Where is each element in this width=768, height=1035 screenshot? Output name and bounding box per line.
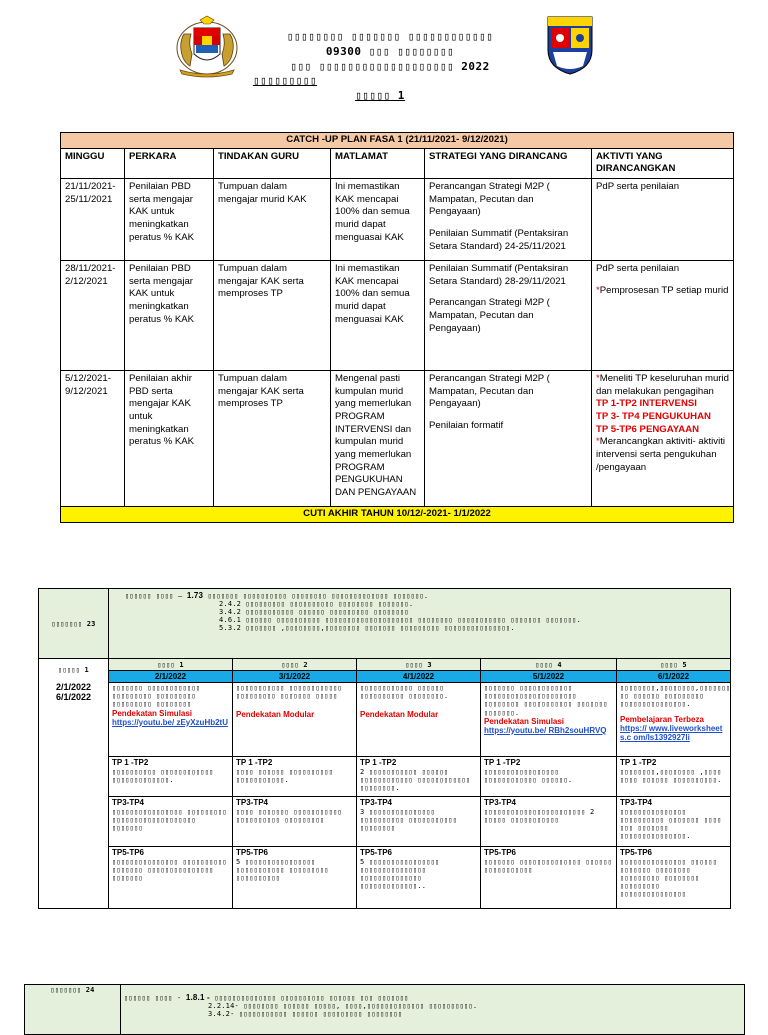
aktiviti-text: PdP serta penilaian bbox=[596, 180, 680, 192]
tp-pengukuhan: TP 3- TP4 PENGUKUHAN bbox=[596, 410, 711, 422]
lesson-intro-cell: ▯▯▯▯▯▯▯▯▯▯▯▯ ▯▯▯▯▯▯ ▯▯▯▯▯▯▯▯▯▯ ▯▯▯▯▯▯▯▯. Pendekatan Modular bbox=[357, 683, 481, 757]
plan-title: ▯▯▯ ▯▯▯▯▯▯▯▯▯▯▯▯▯▯▯▯▯▯▯ 2022 bbox=[290, 60, 490, 73]
tp-pengayaan: TP 5-TP6 PENGAYAAN bbox=[596, 423, 700, 435]
tp34-cell: TP3-TP4 ▯▯▯▯▯▯▯▯▯▯▯▯▯▯▯ ▯▯▯▯▯▯▯▯▯▯ ▯▯▯▯▯▯▯ ▯▯▯▯ ▯▯▯ ▯▯▯▯▯▯▯ ▯▯▯▯▯▯▯▯▯▯▯▯▯▯▯. bbox=[617, 797, 731, 847]
table-row bbox=[61, 178, 734, 260]
tp56-cell: TP5-TP6 5 ▯▯▯▯▯▯▯▯▯▯▯▯▯▯▯▯ ▯▯▯▯▯▯▯▯▯▯▯ ▯▯▯▯▯▯▯▯▯ ▯▯▯▯▯▯▯▯▯▯ bbox=[233, 847, 357, 909]
standard-list: ▯▯▯▯▯▯ ▯▯▯▯ - 1.8.1 - ▯▯▯▯▯▯▯▯▯▯▯▯▯▯ ▯▯▯▯▯▯▯▯▯▯ ▯▯▯▯▯▯ ▯▯▯ ▯▯▯▯▯▯▯ 2.2.14- ▯▯▯▯▯▯▯▯ ▯▯▯▯▯▯ ▯▯▯▯▯, ▯▯▯▯,▯▯▯▯▯▯▯▯▯▯▯▯▯ ▯▯▯▯▯▯▯▯▯▯. 3.4.2- ▯▯▯▯▯▯▯▯▯▯▯ ▯▯▯▯▯▯ ▯▯▯▯▯▯▯▯▯ ▯▯▯▯▯▯▯▯ bbox=[121, 985, 745, 1035]
tp-intervensi: TP 1-TP2 INTERVENSI bbox=[596, 398, 697, 410]
day-name: ▯▯▯▯ 4 bbox=[535, 661, 562, 669]
standard-item: 4.6.1 ▯▯▯▯▯▯ ▯▯▯▯▯▯▯▯▯▯ ▯▯▯▯▯▯▯▯▯▯▯▯▯▯▯▯▯▯▯▯ ▯▯▯▯▯▯▯▯ ▯▯▯▯▯▯▯▯▯▯▯ ▯▯▯▯▯▯▯ ▯▯▯▯▯▯▯. bbox=[219, 616, 581, 625]
standard-item: 3.4.2 ▯▯▯▯▯▯▯▯▯▯▯ ▯▯▯▯▯▯ ▯▯▯▯▯▯▯▯▯ ▯▯▯▯▯▯▯▯ bbox=[219, 608, 409, 617]
day-name: ▯▯▯▯ 3 bbox=[405, 661, 432, 669]
col-header-minggu: MINGGU bbox=[61, 148, 125, 178]
strategy-label: Pembelajaran Terbeza bbox=[620, 714, 704, 724]
school-name: ▯▯▯▯▯▯▯▯ ▯▯▯▯▯▯▯ ▯▯▯▯▯▯▯▯▯▯▯▯ bbox=[286, 30, 494, 43]
lesson-intro-cell: ▯▯▯▯▯▯▯▯,▯▯▯▯▯▯▯▯,▯▯▯▯▯▯▯ ▯▯ ▯▯▯▯▯▯ ▯▯▯▯▯▯▯▯▯ ▯▯▯▯▯▯▯▯▯▯▯▯▯▯▯. Pembelajaran Terbeza https:// www.liveworksheets.c om/ls1392927li bbox=[617, 683, 731, 757]
strategy-label: Pendekatan Simulasi bbox=[484, 716, 565, 726]
day-name: ▯▯▯▯ 1 bbox=[157, 661, 184, 669]
tp34-cell: TP3-TP4 ▯▯▯▯ ▯▯▯▯▯▯▯ ▯▯▯▯▯▯▯▯▯▯▯ ▯▯▯▯▯▯▯▯▯▯ ▯▯▯▯▯▯▯▯▯ bbox=[233, 797, 357, 847]
catchup-title: CATCH -UP PLAN FASA 1 (21/11/2021- 9/12/2021) bbox=[61, 133, 734, 149]
catchup-plan-table bbox=[60, 132, 734, 523]
tp34-cell: TP3-TP4 3 ▯▯▯▯▯▯▯▯▯▯▯▯▯▯▯ ▯▯▯▯▯▯▯▯▯▯ ▯▯▯▯▯▯▯▯▯▯▯ ▯▯▯▯▯▯▯▯ bbox=[357, 797, 481, 847]
lesson-intro-cell: ▯▯▯▯▯▯▯▯▯▯▯ ▯▯▯▯▯▯▯▯▯▯▯▯ ▯▯▯▯▯▯▯▯▯ ▯▯▯▯▯▯▯ ▯▯▯▯▯ Pendekatan Modular bbox=[233, 683, 357, 757]
standard-item: 5.3.2 ▯▯▯▯▯▯▯ ,▯▯▯▯▯▯▯▯,▯▯▯▯▯▯▯▯ ▯▯▯▯▯▯▯ ▯▯▯▯▯▯▯▯▯ ▯▯▯▯▯▯▯▯▯▯▯▯▯▯▯. bbox=[219, 624, 515, 633]
week-label: ▯▯▯▯▯▯▯ 24 bbox=[25, 985, 121, 1035]
day-date: 5/1/2022 bbox=[481, 671, 617, 683]
tp56-cell: TP5-TP6 ▯▯▯▯▯▯▯▯▯▯▯▯▯▯▯ ▯▯▯▯▯▯▯▯▯▯ ▯▯▯▯▯▯▯ ▯▯▯▯▯▯▯▯▯▯▯▯▯▯▯ ▯▯▯▯▯▯▯ bbox=[109, 847, 233, 909]
cell-minggu: 28/11/2021- 2/12/2021 bbox=[61, 260, 125, 370]
star-marker: * bbox=[596, 436, 600, 448]
resource-link[interactable]: https:// www.liveworksheets.c om/ls1392927li bbox=[620, 723, 723, 742]
tp56-cell: TP5-TP6 ▯▯▯▯▯▯▯ ▯▯▯▯▯▯▯▯▯▯▯▯▯▯ ▯▯▯▯▯▯ ▯▯▯▯▯▯▯▯▯▯▯ bbox=[481, 847, 617, 909]
cell-tindakan: Tumpuan dalam mengajar KAK serta memproses TP bbox=[214, 370, 331, 506]
week24-table bbox=[24, 984, 745, 1035]
strategi-text: Penilaian Summatif (Pentaksiran Setara Standard) 24-25/11/2021 bbox=[429, 227, 569, 252]
side-day: ▯▯▯▯▯ 1 bbox=[58, 666, 89, 674]
strategy-label: Pendekatan Modular bbox=[360, 710, 439, 720]
cell-perkara: Penilaian PBD serta mengajar KAK untuk meningkatkan peratus % KAK bbox=[125, 260, 214, 370]
tp12-cell: TP 1 -TP2 ▯▯▯▯▯▯▯▯,▯▯▯▯▯▯▯▯ ,▯▯▯▯ ▯▯▯▯ ▯▯▯▯▯▯ ▯▯▯▯▯▯▯▯▯▯. bbox=[617, 757, 731, 797]
day-name: ▯▯▯▯ 5 bbox=[660, 661, 687, 669]
strategy-label: Pendekatan Simulasi bbox=[112, 708, 193, 718]
catchup-footer: CUTI AKHIR TAHUN 10/12/-2021- 1/1/2022 bbox=[61, 506, 734, 522]
table-row bbox=[61, 260, 734, 370]
strategi-text: Perancangan Strategi M2P ( Mampatan, Pecutan dan Pengayaan) bbox=[429, 372, 550, 410]
tp12-cell: TP 1 -TP2 ▯▯▯▯▯▯▯▯▯▯▯▯▯▯▯▯▯ ▯▯▯▯▯▯▯▯▯▯▯▯ ▯▯▯▯▯▯. bbox=[481, 757, 617, 797]
cell-strategi bbox=[425, 260, 592, 370]
day-date: 6/1/2022 bbox=[617, 671, 731, 683]
strategi-text: Penilaian formatif bbox=[429, 419, 504, 431]
cell-aktiviti bbox=[592, 178, 734, 260]
subject-title: ▯▯▯▯▯▯▯▯▯ bbox=[252, 74, 318, 87]
tp56-cell: TP5-TP6 ▯▯▯▯▯▯▯▯▯▯▯▯▯▯▯ ▯▯▯▯▯▯ ▯▯▯▯▯▯▯ ▯▯▯▯▯▯▯▯ ▯▯▯▯▯▯▯▯▯ ▯▯▯▯▯▯▯▯ ▯▯▯▯▯▯▯▯▯ ▯▯▯▯▯▯▯▯▯▯▯▯▯▯▯ bbox=[617, 847, 731, 909]
tp12-cell: TP 1 -TP2 2 ▯▯▯▯▯▯▯▯▯▯▯ ▯▯▯▯▯▯ ▯▯▯▯▯▯▯▯▯▯▯▯ ▯▯▯▯▯▯▯▯▯▯▯▯ ▯▯▯▯▯▯▯▯. bbox=[357, 757, 481, 797]
cell-aktiviti bbox=[592, 260, 734, 370]
resource-link[interactable]: https://youtu.be/ RBh2souHRVQ bbox=[484, 725, 607, 735]
cell-strategi bbox=[425, 370, 592, 506]
col-header-matlamat: MATLAMAT bbox=[331, 148, 425, 178]
tp34-cell: TP3-TP4 ▯▯▯▯▯▯▯▯▯▯▯▯▯▯▯▯ ▯▯▯▯▯▯▯▯▯ ▯▯▯▯▯▯▯▯▯▯▯▯▯▯▯▯▯▯▯ ▯▯▯▯▯▯▯ bbox=[109, 797, 233, 847]
day-name: ▯▯▯▯ 2 bbox=[281, 661, 308, 669]
tp12-cell: TP 1 -TP2 ▯▯▯▯▯▯▯▯▯▯ ▯▯▯▯▯▯▯▯▯▯▯▯ ▯▯▯▯▯▯▯▯▯▯▯▯▯. bbox=[109, 757, 233, 797]
aktiviti-text: Pemprosesan TP setiap murid bbox=[599, 284, 729, 296]
cell-tindakan: Tumpuan dalam mengajar KAK serta memproses TP bbox=[214, 260, 331, 370]
col-header-tindakan: TINDAKAN GURU bbox=[214, 148, 331, 178]
standard-item: 2.2.14- ▯▯▯▯▯▯▯▯ ▯▯▯▯▯▯ ▯▯▯▯▯, ▯▯▯▯,▯▯▯▯▯▯▯▯▯▯▯▯▯ ▯▯▯▯▯▯▯▯▯▯. bbox=[208, 1002, 478, 1011]
cell-matlamat: Ini memastikan KAK mencapai 100% dan semua murid dapat menguasai KAK bbox=[331, 260, 425, 370]
standard-item: 2.4.2 ▯▯▯▯▯▯▯▯▯ ▯▯▯▯▯▯▯▯▯▯ ▯▯▯▯▯▯▯▯ ▯▯▯▯▯▯▯. bbox=[219, 600, 414, 609]
strategi-text: Perancangan Strategi M2P ( Mampatan, Pecutan dan Pengayaan) bbox=[429, 180, 550, 218]
resource-link[interactable]: https://youtu.be/ zEyXzuHb2tU bbox=[112, 717, 228, 727]
side-dates: 2/1/2022 6/1/2022 bbox=[55, 682, 92, 703]
star-marker: * bbox=[596, 284, 600, 296]
strategy-label: Pendekatan Modular bbox=[236, 710, 315, 720]
col-header-perkara: PERKARA bbox=[125, 148, 214, 178]
cell-matlamat: Mengenal pasti kumpulan murid yang memerlukan PROGRAM INTERVENSI dan kumpulan murid yang memerlukan PROGRAM PENGUKUHAN DAN PENGAYAAN bbox=[331, 370, 425, 506]
aktiviti-text: Merancangkan aktiviti- aktiviti intervensi serta pengukuhan /pengayaan bbox=[596, 436, 726, 473]
week-side bbox=[39, 659, 109, 909]
col-header-strategi: STRATEGI YANG DIRANCANG bbox=[425, 148, 592, 178]
strategi-text: Penilaian Summatif (Pentaksiran Setara Standard) 28-29/11/2021 bbox=[429, 262, 569, 287]
table-row bbox=[61, 370, 734, 506]
cell-perkara: Penilaian PBD serta mengajar KAK untuk meningkatkan peratus % KAK bbox=[125, 178, 214, 260]
aktiviti-text: PdP serta penilaian bbox=[596, 262, 680, 274]
cell-minggu: 21/11/2021- 25/11/2021 bbox=[61, 178, 125, 260]
tp34-cell: TP3-TP4 ▯▯▯▯▯▯▯▯▯▯▯▯▯▯▯▯▯▯▯▯▯▯▯ 2 ▯▯▯▯▯ ▯▯▯▯▯▯▯▯▯▯▯ bbox=[481, 797, 617, 847]
cell-aktiviti bbox=[592, 370, 734, 506]
col-header-aktiviti: AKTIVTI YANG DIRANCANGKAN bbox=[592, 148, 734, 178]
cell-minggu: 5/12/2021- 9/12/2021 bbox=[61, 370, 125, 506]
school-crest-logo bbox=[545, 14, 595, 76]
strategi-text: Perancangan Strategi M2P ( Mampatan, Pecutan dan Pengayaan) bbox=[429, 297, 550, 334]
cell-matlamat: Ini memastikan KAK mencapai 100% dan semua murid dapat menguasai KAK bbox=[331, 178, 425, 260]
cell-tindakan: Tumpuan dalam mengajar murid KAK bbox=[214, 178, 331, 260]
standard-item: 3.4.2- ▯▯▯▯▯▯▯▯▯▯▯ ▯▯▯▯▯▯ ▯▯▯▯▯▯▯▯▯ ▯▯▯▯▯▯▯▯ bbox=[208, 1010, 403, 1019]
standard-list: ▯▯▯▯▯▯ ▯▯▯▯ – 1.73 ▯▯▯▯▯▯▯ ▯▯▯▯▯▯▯▯▯▯ ▯▯▯▯▯▯▯▯ ▯▯▯▯▯▯▯▯▯▯▯▯▯ ▯▯▯▯▯▯▯. 2.4.2 ▯▯▯▯▯▯▯▯▯ ▯▯▯▯▯▯▯▯▯▯ ▯▯▯▯▯▯▯▯ ▯▯▯▯▯▯▯. 3.4.2 ▯▯▯▯▯▯▯▯▯▯▯ ▯▯▯▯▯▯ ▯▯▯▯▯▯▯▯▯ ▯▯▯▯▯▯▯▯ 4.6.1 ▯▯▯▯▯▯ ▯▯▯▯▯▯▯▯▯▯ ▯▯▯▯▯▯▯▯▯▯▯▯▯▯▯▯▯▯▯▯ ▯▯▯▯▯▯▯▯ ▯▯▯▯▯▯▯▯▯▯▯ ▯▯▯▯▯▯▯ ▯▯▯▯▯▯▯. 5.3.2 ▯▯▯▯▯▯▯ ,▯▯▯▯▯▯▯▯,▯▯▯▯▯▯▯▯ ▯▯▯▯▯▯▯ ▯▯▯▯▯▯▯▯▯ ▯▯▯▯▯▯▯▯▯▯▯▯▯▯▯. bbox=[109, 589, 731, 659]
day-date: 4/1/2022 bbox=[357, 671, 481, 683]
day-date: 3/1/2022 bbox=[233, 671, 357, 683]
coat-of-arms-logo bbox=[174, 14, 240, 78]
lesson-intro-cell: ▯▯▯▯▯▯▯ ▯▯▯▯▯▯▯▯▯▯▯▯ ▯▯▯▯▯▯▯▯▯▯▯▯▯▯▯▯▯▯▯▯▯ ▯▯▯▯▯▯▯▯ ▯▯▯▯▯▯▯▯▯▯▯ ▯▯▯▯▯▯▯ ▯▯▯▯▯▯▯. Pendekatan Simulasi https://youtu.be/ RBh2souHRVQ bbox=[481, 683, 617, 757]
day-date: 2/1/2022 bbox=[109, 671, 233, 683]
week23-table bbox=[38, 588, 731, 909]
school-address: 09300 ▯▯▯ ▯▯▯▯▯▯▯▯ bbox=[325, 45, 455, 58]
tp56-cell: TP5-TP6 5 ▯▯▯▯▯▯▯▯▯▯▯▯▯▯▯▯ ▯▯▯▯▯▯▯▯▯▯▯▯▯▯▯ ▯▯▯▯▯▯▯▯▯▯▯▯▯▯ ▯▯▯▯▯▯▯▯▯▯▯▯▯.. bbox=[357, 847, 481, 909]
week-label: ▯▯▯▯▯▯▯ 23 bbox=[39, 589, 109, 659]
star-marker: * bbox=[596, 372, 600, 384]
tp12-cell: TP 1 -TP2 ▯▯▯▯ ▯▯▯▯▯▯ ▯▯▯▯▯▯▯▯▯▯ ▯▯▯▯▯▯▯▯▯▯▯. bbox=[233, 757, 357, 797]
aktiviti-text: Meneliti TP keseluruhan murid dan melakukan pengagihan bbox=[596, 372, 729, 397]
cell-perkara: Penilaian akhir PBD serta mengajar KAK untuk meningkatkan peratus % KAK bbox=[125, 370, 214, 506]
lesson-intro-cell: ▯▯▯▯▯▯▯ ▯▯▯▯▯▯▯▯▯▯▯▯ ▯▯▯▯▯▯▯▯▯ ▯▯▯▯▯▯▯▯▯ ▯▯▯▯▯▯▯▯▯ ▯▯▯▯▯▯▯▯ Pendekatan Simulasi https://youtu.be/ zEyXzuHb2tU bbox=[109, 683, 233, 757]
year-title: ▯▯▯▯▯ 1 bbox=[355, 89, 405, 102]
cell-strategi bbox=[425, 178, 592, 260]
